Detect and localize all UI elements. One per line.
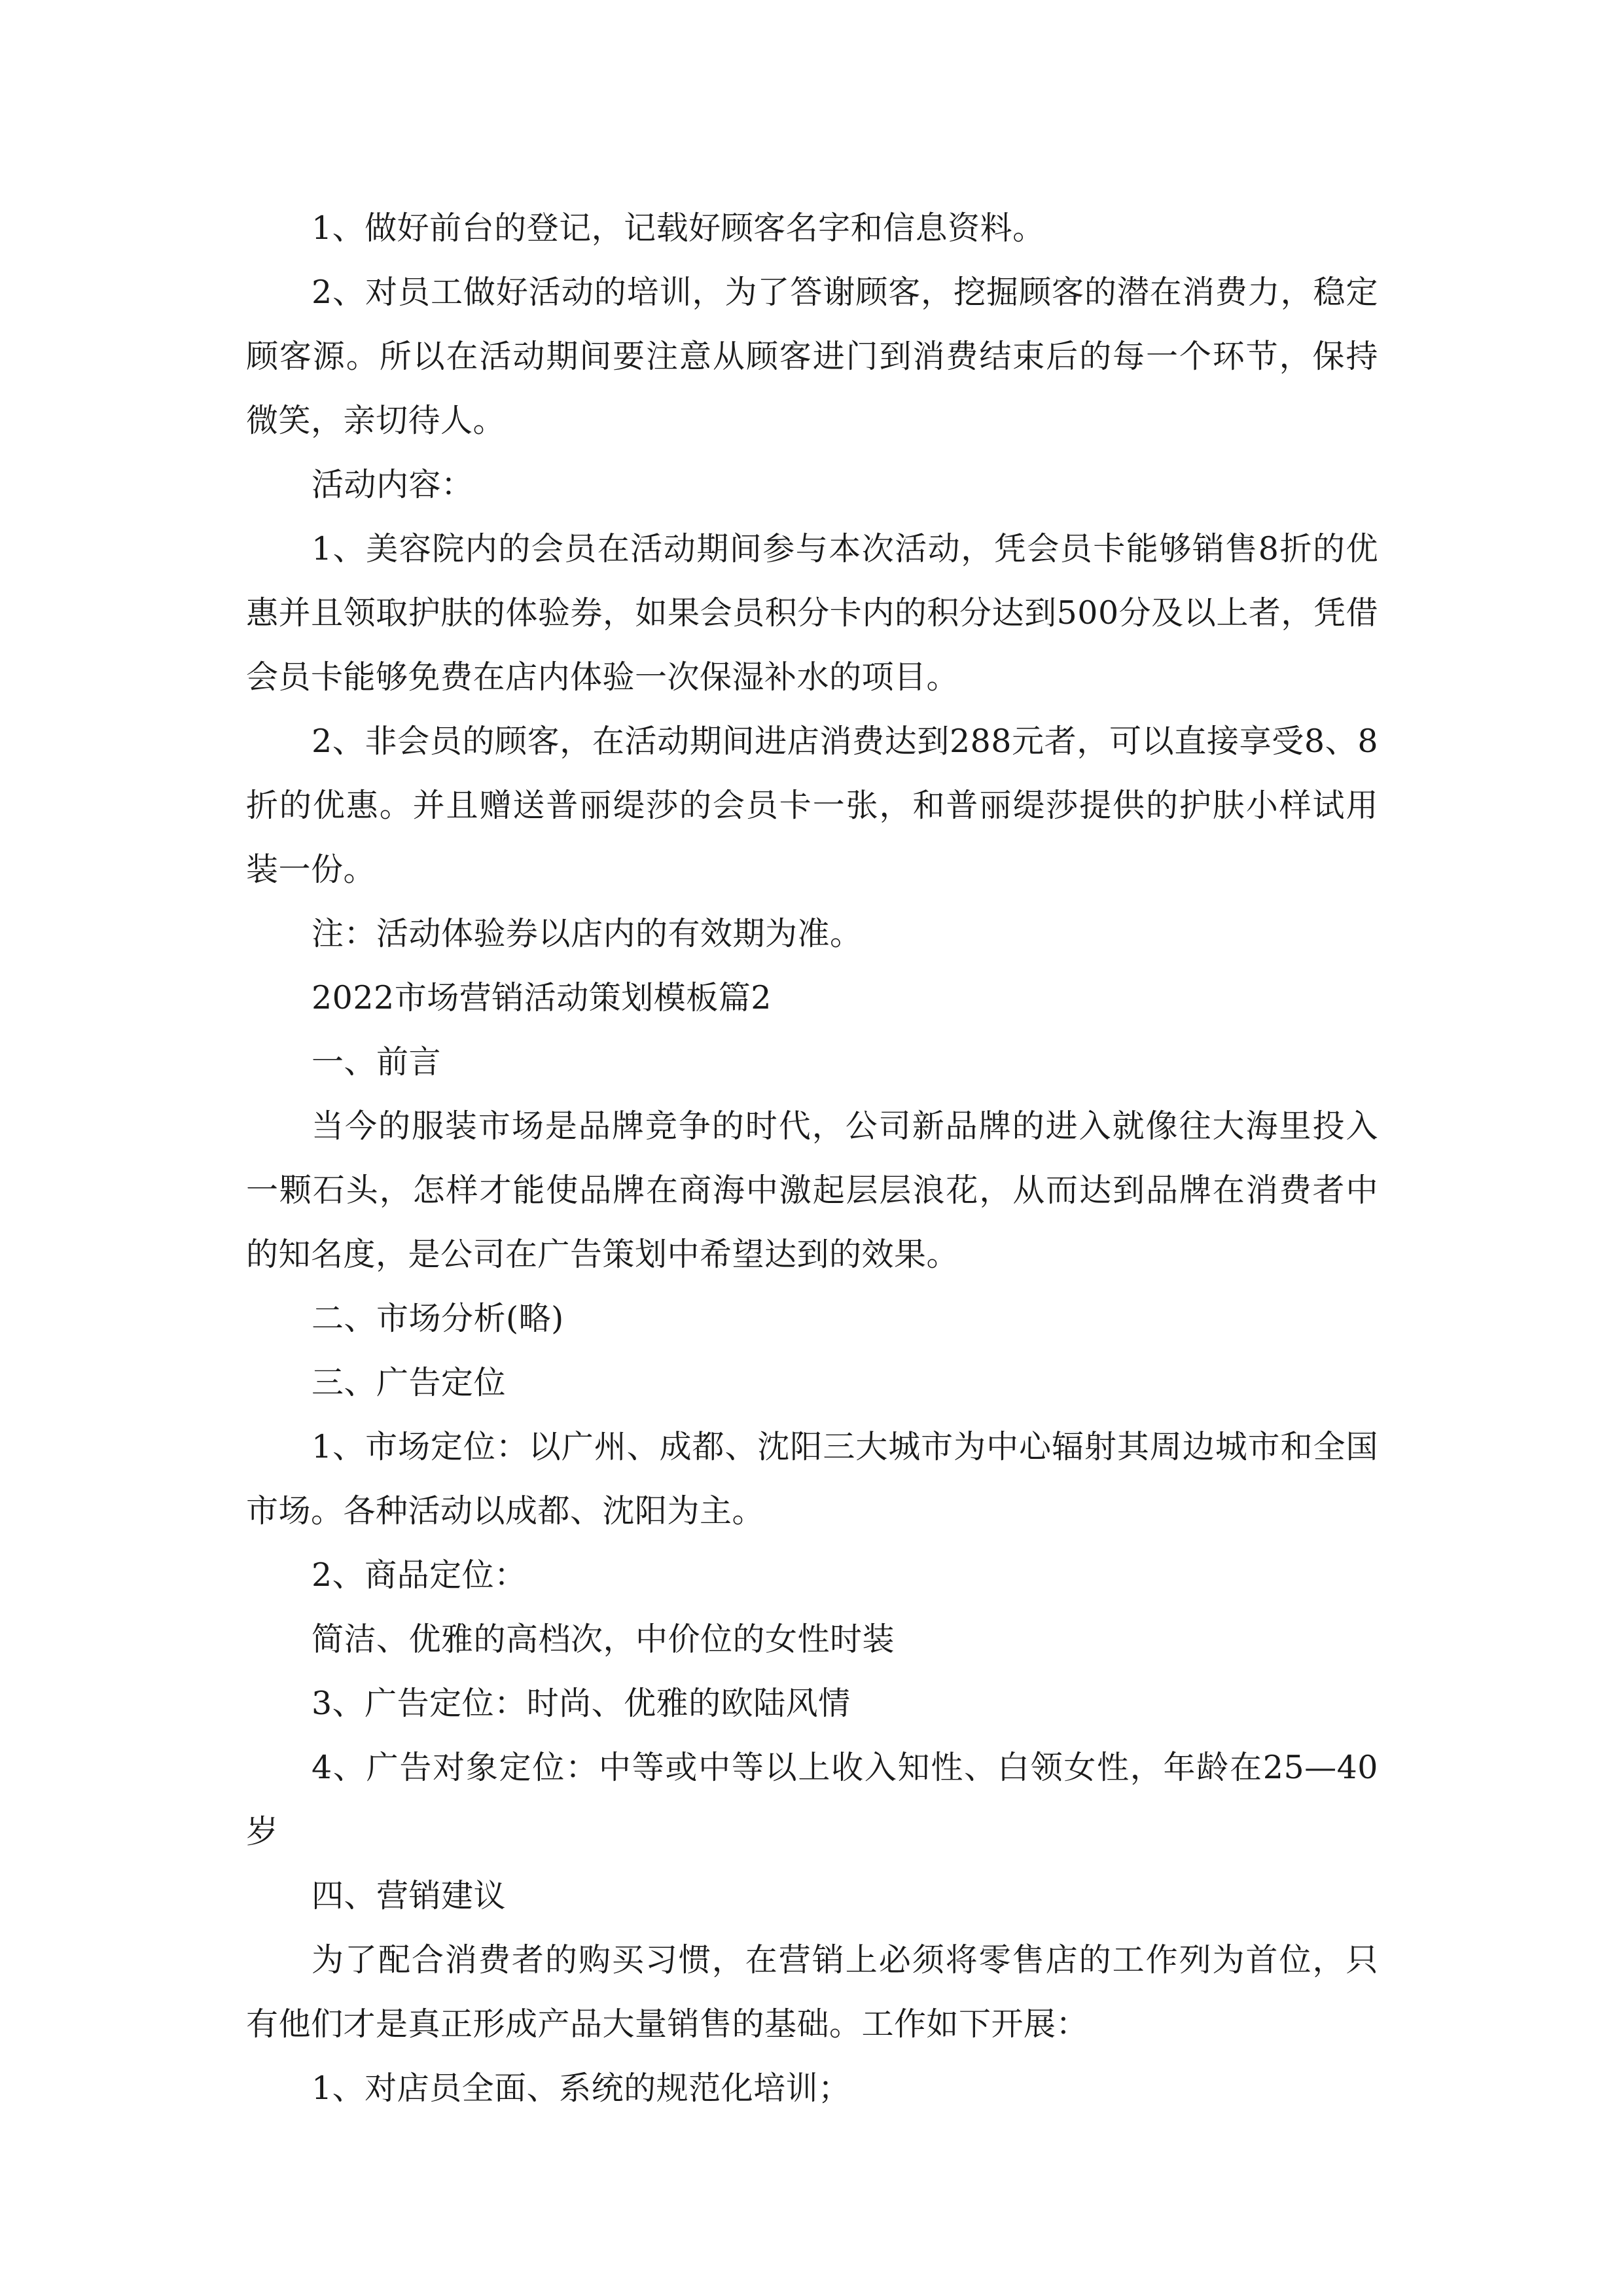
paragraph: 2、商品定位： (312, 1556, 527, 1594)
document-body (246, 196, 1378, 2121)
paragraph: 4、广告对象定位：中等或中等以上收入知性、白领女性，年龄在25—40岁 (246, 1749, 1378, 1850)
paragraph: 3、广告定位：时尚、优雅的欧陆风情 (312, 1685, 851, 1722)
section-heading: 四、营销建议 (312, 1877, 507, 1914)
section-label: 活动内容： (312, 466, 474, 503)
paragraph: 当今的服装市场是品牌竞争的时代，公司新品牌的进入就像往大海里投入一颗石头，怎样才能使品牌在商海中激起层层浪花，从而达到品牌在消费者中的知名度，是公司在广告策划中希望达到的效果。 (246, 1107, 1378, 1273)
paragraph: 1、市场定位：以广州、成都、沈阳三大城市为中心辐射其周边城市和全国市场。各种活动以成都、沈阳为主。 (246, 1428, 1378, 1530)
paragraph: 1、做好前台的登记，记载好顾客名字和信息资料。 (312, 209, 1045, 247)
section-heading: 三、广告定位 (312, 1364, 507, 1401)
note: 注：活动体验券以店内的有效期为准。 (312, 915, 863, 952)
paragraph: 2、对员工做好活动的培训，为了答谢顾客，挖掘顾客的潜在消费力，稳定顾客源。所以在活动期间要注意从顾客进门到消费结束后的每一个环节，保持微笑，亲切待人。 (246, 274, 1378, 439)
section-heading: 二、市场分析(略) (312, 1300, 564, 1337)
paragraph: 为了配合消费者的购买习惯，在营销上必须将零售店的工作列为首位，只有他们才是真正形成产品大量销售的基础。工作如下开展： (246, 1941, 1378, 2043)
paragraph: 2、非会员的顾客，在活动期间进店消费达到288元者，可以直接享受8、8折的优惠。并且赠送普丽缇莎的会员卡一张，和普丽缇莎提供的护肤小样试用装一份。 (246, 723, 1378, 888)
paragraph: 简洁、优雅的高档次，中价位的女性时装 (312, 1621, 895, 1658)
section-heading: 一、前言 (312, 1043, 442, 1081)
article-title: 2022市场营销活动策划模板篇2 (312, 979, 772, 1016)
paragraph: 1、美容院内的会员在活动期间参与本次活动，凭会员卡能够销售8折的优惠并且领取护肤的体验券，如果会员积分卡内的积分达到500分及以上者，凭借会员卡能够免费在店内体验一次保湿补水的项目。 (246, 530, 1378, 696)
paragraph: 1、对店员全面、系统的规范化培训； (312, 2070, 851, 2107)
